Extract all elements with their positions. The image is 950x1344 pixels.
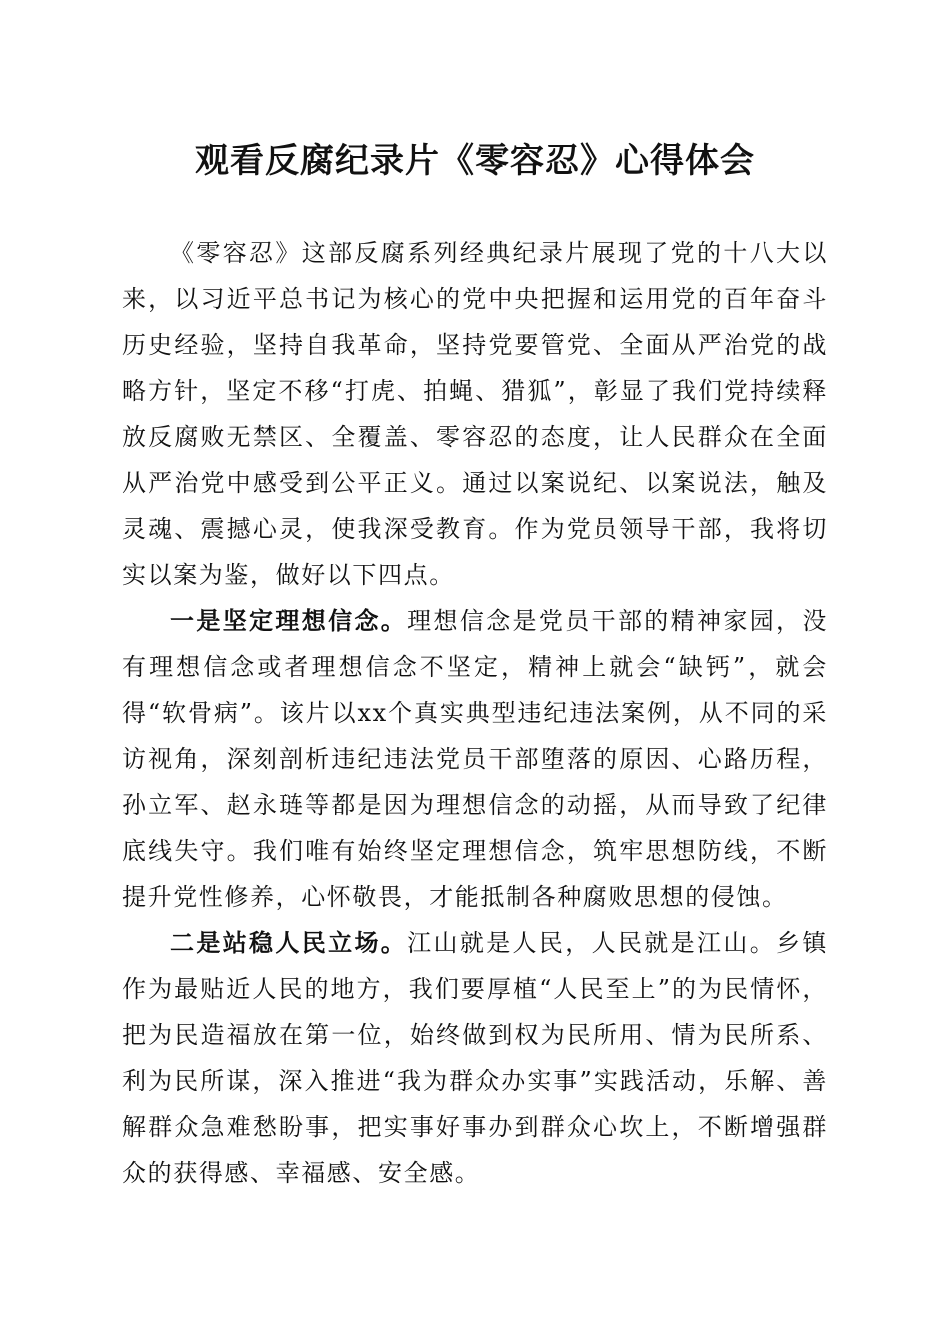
paragraph-point-one bbox=[122, 598, 828, 920]
paragraph-intro-text: 《零容忍》这部反腐系列经典纪录片展现了党的十八大以来，以习近平总书记为核心的党中央把握和运用党的百年奋斗历史经验，坚持自我革命，坚持党要管党、全面从严治党的战略方针，坚定不移“打虎、拍蝇、猎狐”，彰显了我们党持续释放反腐败无禁区、全覆盖、零容忍的态度，让人民群众在全面从严治党中感受到公平正义。通过以案说纪、以案说法，触及灵魂、震撼心灵，使我深受教育。作为党员领导干部，我将切实以案为鉴，做好以下四点。 bbox=[122, 239, 828, 589]
paragraph-point-two-heading: 二是站稳人民立场。 bbox=[170, 928, 408, 957]
paragraph-point-two-text: 江山就是人民，人民就是江山。乡镇作为最贴近人民的地方，我们要厚植“人民至上”的为民情怀，把为民造福放在第一位，始终做到权为民所用、情为民所系、利为民所谋，深入推进“我为群众办实事”实践活动，乐解、善解群众急难愁盼事，把实事好事办到群众心坎上，不断增强群众的获得感、幸福感、安全感。 bbox=[122, 929, 828, 1187]
paragraph-point-one-heading: 一是坚定理想信念。 bbox=[170, 606, 408, 635]
document-title: 观看反腐纪录片《零容忍》心得体会 bbox=[195, 141, 755, 181]
document-body bbox=[122, 230, 828, 1196]
paragraph-intro bbox=[122, 230, 828, 598]
paragraph-point-one-text: 理想信念是党员干部的精神家园，没有理想信念或者理想信念不坚定，精神上就会“缺钙”，就会得“软骨病”。该片以xx个真实典型违纪违法案例，从不同的采访视角，深刻剖析违纪违法党员干部堕落的原因、心路历程，孙立军、赵永琏等都是因为理想信念的动摇，从而导致了纪律底线失守。我们唯有始终坚定理想信念，筑牢思想防线，不断提升党性修养，心怀敬畏，才能抵制各种腐败思想的侵蚀。 bbox=[122, 607, 828, 911]
paragraph-point-two bbox=[122, 920, 828, 1196]
